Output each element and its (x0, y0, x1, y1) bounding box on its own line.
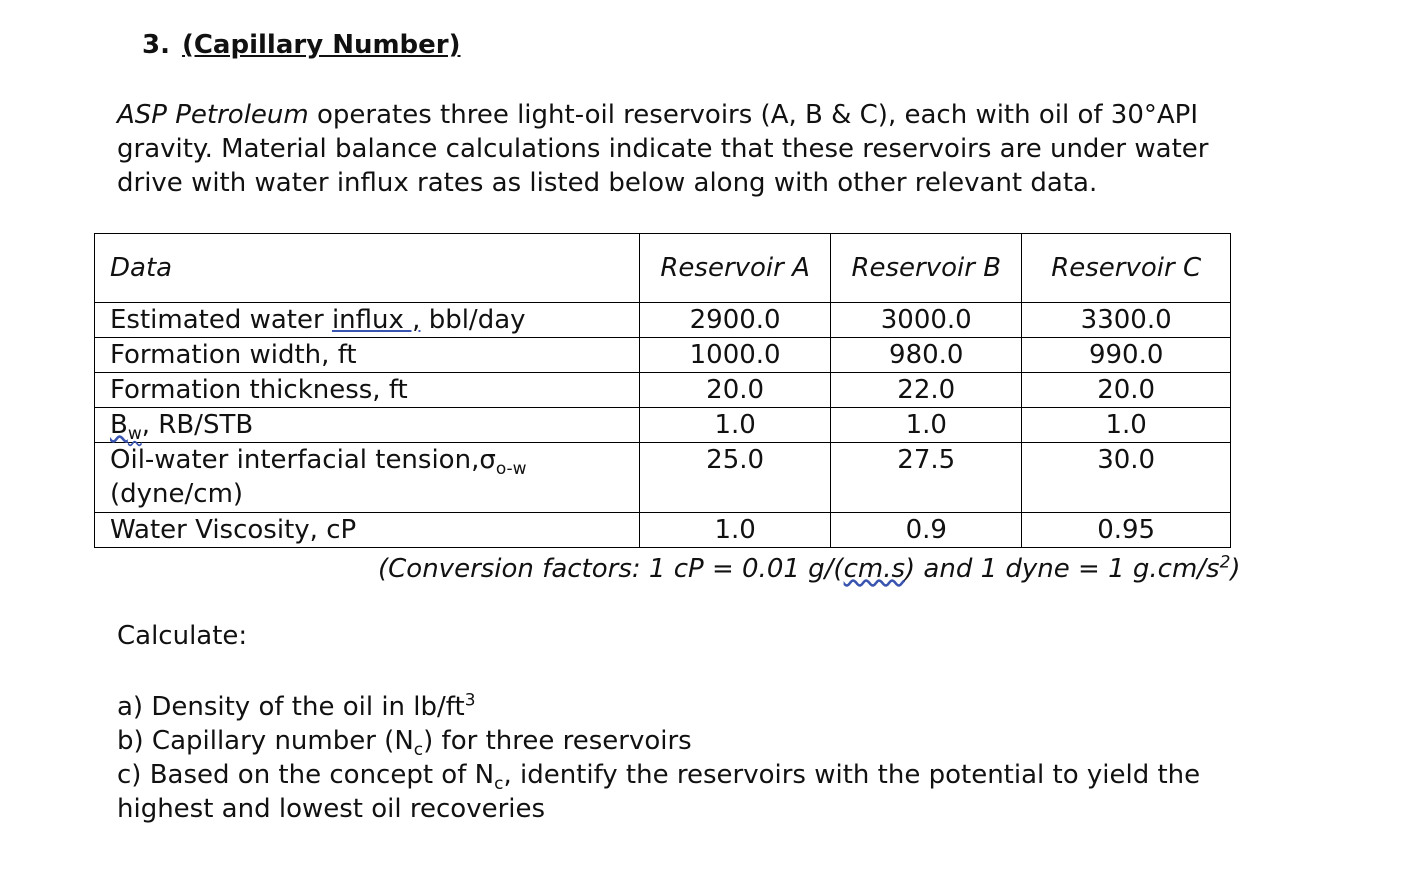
row-label-formation-width: Formation width, ft (95, 338, 640, 373)
table-header-row (95, 234, 1231, 303)
cell-value: 0.9 (831, 513, 1022, 548)
table-row (95, 373, 1231, 408)
label-subscript: o-w (495, 459, 527, 480)
row-label-water-influx (95, 303, 640, 338)
row-label-bw (95, 408, 640, 443)
question-subscript: c (494, 774, 504, 795)
cell-value: 980.0 (831, 338, 1022, 373)
label-part-underlined: influx , (331, 305, 421, 335)
label-part: bbl/day (420, 305, 526, 335)
company-name: ASP Petroleum (117, 100, 309, 130)
header-reservoir-b: Reservoir B (831, 234, 1022, 303)
question-c (117, 758, 1277, 826)
header-reservoir-a: Reservoir A (640, 234, 831, 303)
cell-value: 3300.0 (1022, 303, 1231, 338)
question-a (117, 690, 1277, 724)
problem-title-text: (Capillary Number) (181, 30, 461, 60)
cell-value: 1.0 (831, 408, 1022, 443)
cell-value: 1.0 (640, 513, 831, 548)
question-text: b) Capillary number (N (117, 726, 414, 756)
label-part: , RB/STB (141, 410, 254, 440)
cell-value: 0.95 (1022, 513, 1231, 548)
cell-value: 1000.0 (640, 338, 831, 373)
question-subscript: c (413, 740, 424, 761)
conversion-unit: cm.s (843, 554, 906, 584)
table-row (95, 303, 1231, 338)
header-data: Data (95, 234, 640, 303)
cell-value: 25.0 (640, 443, 831, 513)
cell-value: 1.0 (1022, 408, 1231, 443)
cell-value: 2900.0 (640, 303, 831, 338)
label-part: Oil-water interfacial tension,σ (110, 445, 496, 475)
table-row (95, 513, 1231, 548)
label-part: Estimated water (110, 305, 332, 335)
cell-value: 3000.0 (831, 303, 1022, 338)
conversion-text: ) and 1 dyne = 1 g.cm/s (905, 554, 1220, 584)
cell-value: 1.0 (640, 408, 831, 443)
intro-text: operates three light-oil reservoirs (A, B & C), each with oil of 30°API gravity. Material balance calculations indicate that these reservoirs are under water drive with water influx rates as listed below along with other relevant data. (117, 100, 1209, 198)
intro-paragraph (117, 98, 1257, 200)
row-label-interfacial-tension (95, 443, 640, 513)
question-text: a) Density of the oil in lb/ft (117, 692, 465, 722)
question-superscript: 3 (464, 690, 476, 711)
reservoir-data-table (94, 233, 1231, 548)
question-b (117, 724, 1277, 761)
row-label-formation-thickness: Formation thickness, ft (95, 373, 640, 408)
cell-value: 990.0 (1022, 338, 1231, 373)
calculate-label: Calculate: (117, 621, 248, 651)
problem-title (142, 30, 461, 60)
label-subscript: w (127, 424, 142, 445)
label-part: B (110, 410, 128, 440)
cell-value: 22.0 (831, 373, 1022, 408)
questions-list (117, 690, 1277, 826)
table-row (95, 408, 1231, 443)
cell-value: 20.0 (640, 373, 831, 408)
question-text: ) for three reservoirs (423, 726, 692, 756)
conversion-factors (378, 554, 1241, 584)
table-row (95, 443, 1231, 513)
cell-value: 27.5 (831, 443, 1022, 513)
cell-value: 20.0 (1022, 373, 1231, 408)
table-row (95, 338, 1231, 373)
cell-value: 30.0 (1022, 443, 1231, 513)
conversion-text: (Conversion factors: 1 cP = 0.01 g/( (378, 554, 844, 584)
row-label-water-viscosity: Water Viscosity, cP (95, 513, 640, 548)
conversion-superscript: 2 (1219, 552, 1231, 573)
problem-number: 3. (142, 30, 170, 60)
question-text: , identify the reservoirs with the potential to yield the highest and lowest oil recoveries (117, 760, 1201, 824)
label-part: (dyne/cm) (110, 479, 244, 509)
conversion-text: ) (1230, 554, 1241, 584)
header-reservoir-c: Reservoir C (1022, 234, 1231, 303)
question-text: c) Based on the concept of N (117, 760, 495, 790)
